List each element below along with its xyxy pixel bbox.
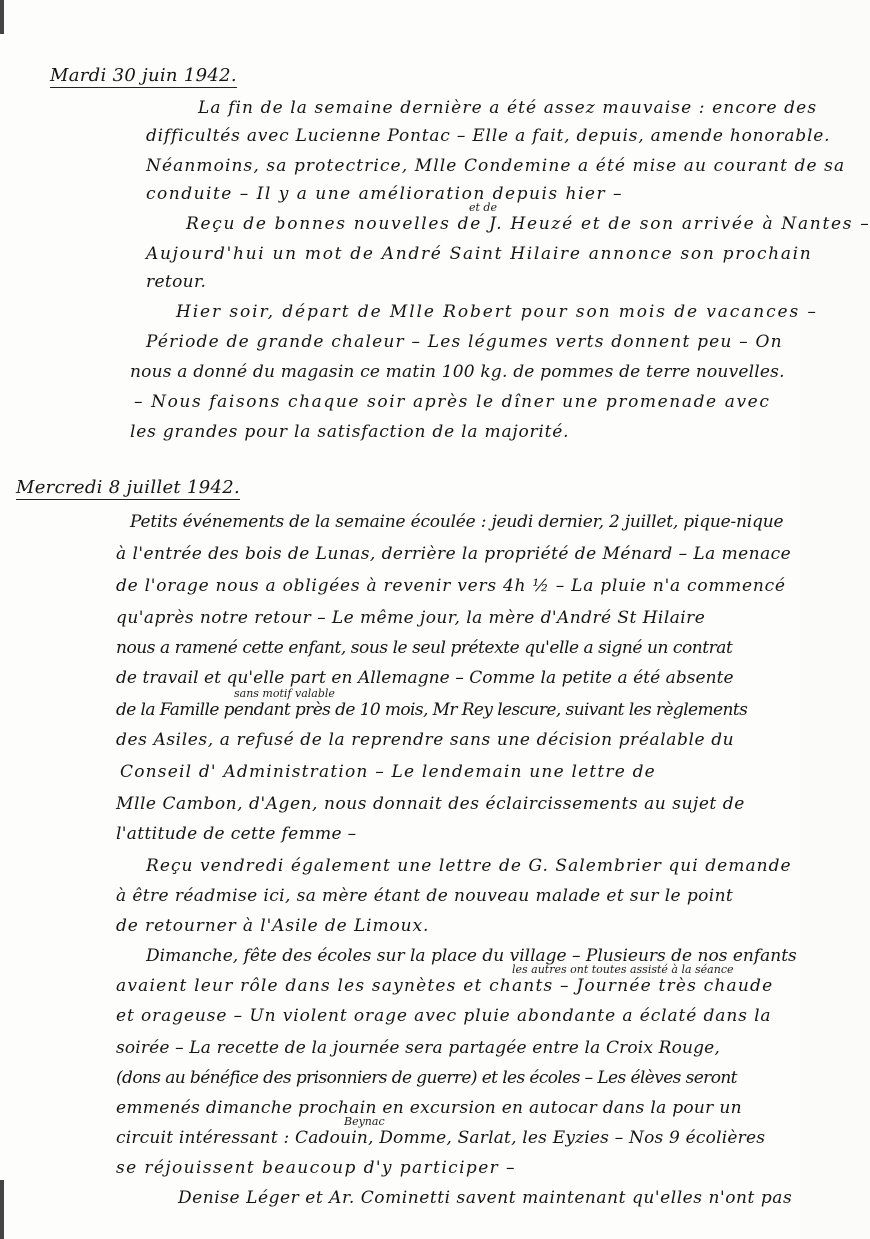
entry-text-line: difficultés avec Lucienne Pontac – Elle a fait, depuis, amende honorable. [146, 126, 831, 146]
entry-text-line: soirée – La recette de la journée sera partagée entre la Croix Rouge, [116, 1038, 720, 1058]
interlinear-note: et de [469, 201, 497, 214]
entry-text-line: Dimanche, fête des écoles sur la place du village – Plusieurs de nos enfants [146, 946, 797, 966]
entry-text-line: et orageuse – Un violent orage avec pluie abondante a éclaté dans la [116, 1006, 772, 1026]
entry-text-line: Mlle Cambon, d'Agen, nous donnait des éclaircissements au sujet de [116, 794, 745, 814]
entry-text-line: retour. [146, 272, 207, 292]
entry-text-line: (dons au bénéfice des prisonniers de guerre) et les écoles – Les élèves seront [116, 1068, 737, 1088]
entry-text-line: Denise Léger et Ar. Cominetti savent maintenant qu'elles n'ont pas [178, 1188, 793, 1208]
entry-text-line: les grandes pour la satisfaction de la majorité. [130, 422, 570, 442]
entry-text-line: Période de grande chaleur – Les légumes verts donnent peu – On [146, 332, 783, 352]
entry-text-line: Hier soir, départ de Mlle Robert pour son mois de vacances – [176, 302, 818, 322]
entry-text-line: – Nous faisons chaque soir après le dîner une promenade avec [134, 392, 771, 412]
entry-text-line: La fin de la semaine dernière a été assez mauvaise : encore des [198, 98, 818, 118]
scan-edge-mark [0, 0, 4, 34]
entry-text-line: Reçu de bonnes nouvelles de J. Heuzé et de son arrivée à Nantes – [186, 214, 870, 234]
entry-text-line: conduite – Il y a une amélioration depuis hier – [146, 184, 623, 204]
entry-text-line: Conseil d' Administration – Le lendemain une lettre de [120, 762, 656, 782]
entry-text-line: Aujourd'hui un mot de André Saint Hilaire annonce son prochain [146, 244, 813, 264]
entry-text-line: Reçu vendredi également une lettre de G. Salembrier qui demande [146, 856, 792, 876]
entry-text-line: de retourner à l'Asile de Limoux. [116, 916, 430, 936]
entry-text-line: de l'orage nous a obligées à revenir vers 4h ½ – La pluie n'a commencé [116, 576, 786, 596]
entry-text-line: Néanmoins, sa protectrice, Mlle Condemine a été mise au courant de sa [146, 156, 846, 176]
entry-text-line: l'attitude de cette femme – [116, 824, 357, 844]
entry-date: Mardi 30 juin 1942. [50, 65, 237, 86]
interlinear-note: sans motif valable [234, 687, 335, 700]
entry-text-line: à être réadmise ici, sa mère étant de nouveau malade et sur le point [116, 886, 734, 906]
entry-text-line: Petits événements de la semaine écoulée : jeudi dernier, 2 juillet, pique-nique [130, 512, 784, 532]
entry-text-line: circuit intéressant : Cadouin, Domme, Sarlat, les Eyzies – Nos 9 écolières [116, 1128, 766, 1148]
entry-text-line: nous a donné du magasin ce matin 100 kg. de pommes de terre nouvelles. [130, 362, 785, 382]
entry-text-line: qu'après notre retour – Le même jour, la mère d'André St Hilaire [116, 608, 706, 628]
entry-text-line: à l'entrée des bois de Lunas, derrière la propriété de Ménard – La menace [116, 544, 792, 564]
scan-edge-mark [0, 1180, 4, 1239]
entry-text-line: avaient leur rôle dans les saynètes et chants – Journée très chaude [116, 976, 774, 996]
entry-text-line: de travail et qu'elle part en Allemagne – Comme la petite a été absente [116, 668, 734, 688]
entry-text-line: nous a ramené cette enfant, sous le seul prétexte qu'elle a signé un contrat [116, 638, 733, 658]
interlinear-note: Beynac [344, 1115, 385, 1128]
interlinear-note: les autres ont toutes assisté à la séance [512, 963, 734, 976]
entry-date: Mercredi 8 juillet 1942. [16, 477, 240, 498]
entry-text-line: emmenés dimanche prochain en excursion en autocar dans la pour un [116, 1098, 742, 1118]
entry-text-line: de la Famille pendant près de 10 mois, Mr Rey lescure, suivant les règlements [116, 700, 748, 720]
entry-text-line: se réjouissent beaucoup d'y participer – [116, 1158, 516, 1178]
entry-text-line: des Asiles, a refusé de la reprendre sans une décision préalable du [116, 730, 735, 750]
